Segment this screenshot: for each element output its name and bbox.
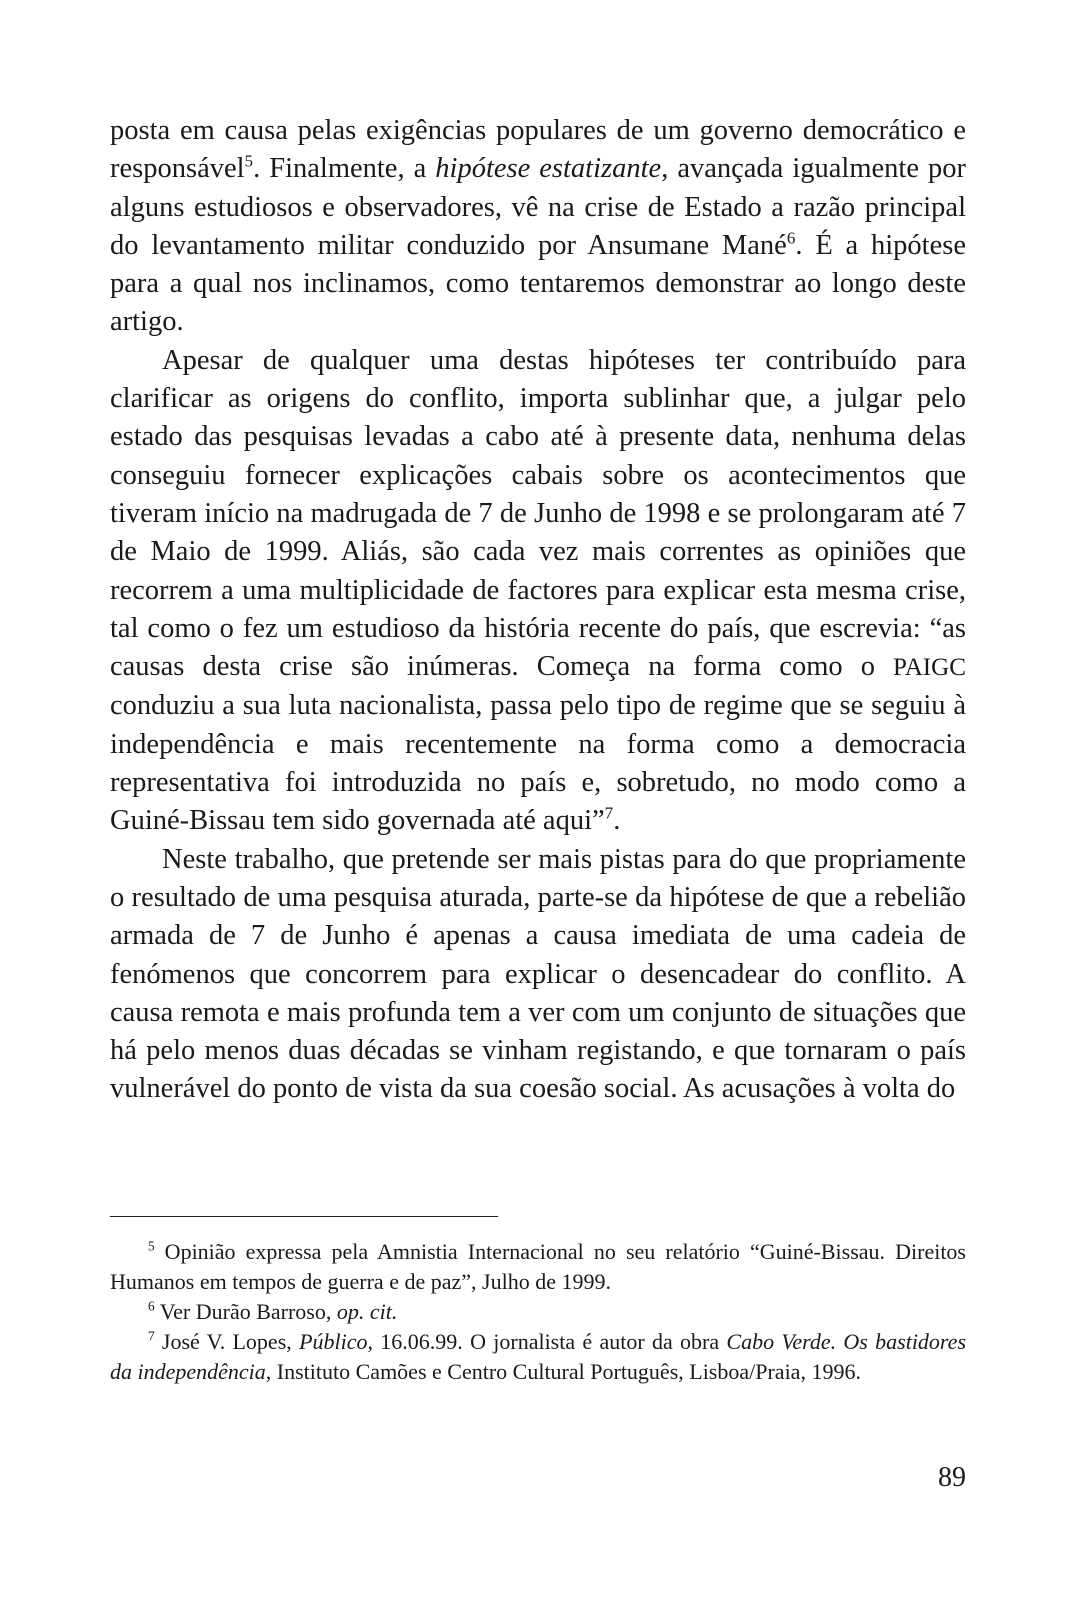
paragraph-2-text-3: . xyxy=(613,805,621,837)
footnote-text: Opinião expressa pela Amnistia Internacional no seu relatório “Guiné-Bissau. Direitos Humanos em tempos de guerra e de paz”, Julho de 1999. xyxy=(110,1239,966,1294)
footnote-text: Ver Durão Barroso, xyxy=(154,1299,337,1324)
paragraph-1-emphasis: hipótese estatizante xyxy=(435,153,662,185)
paragraph-2-text-2: conduziu a sua luta nacionalista, passa pelo tipo de regime que se seguiu à independência e mais recentemente na forma como a democracia representativa foi introduzida no país e, sobretudo, no modo como a Guiné-Bissau tem sido governada até aqui” xyxy=(110,690,966,837)
footnote-ref-5: 5 xyxy=(244,151,254,171)
footnote-number: 5 xyxy=(148,1238,155,1254)
footnote-text: , Instituto Camões e Centro Cultural Português, Lisboa/Praia, 1996. xyxy=(265,1359,861,1384)
paragraph-2-acronym: PAIGC xyxy=(893,654,966,682)
footnote-ref-7: 7 xyxy=(604,803,614,823)
paragraph-2 xyxy=(110,342,966,841)
page-number: 89 xyxy=(938,1462,966,1493)
paragraph-1-text-2: . Finalmente, a xyxy=(253,153,436,185)
footnote-number: 6 xyxy=(148,1298,155,1314)
paragraph-2-text-1: Apesar de qualquer uma destas hipóteses ter contribuído para clarificar as origens do conflito, importa sublinhar que, a julgar pelo estado das pesquisas levadas a cabo até à presente data, nenhuma delas conseguiu fornecer explicações cabais sobre os acontecimentos que tiveram início na madrugada de 7 de Junho de 1998 e se prolongaram até 7 de Maio de 1999. Aliás, são cada vez mais correntes as opiniões que recorrem a uma multiplicidade de factores para explicar esta mesma crise, tal como o fez um estudioso da história recente do país, que escrevia: “as causas desta crise são inúmeras. Começa na forma como o xyxy=(110,344,966,683)
footnote-emphasis: Público xyxy=(299,1329,368,1354)
footnote-emphasis: Cabo Verde. Os bastidores da independência xyxy=(110,1329,967,1384)
body-text xyxy=(110,112,966,1109)
footnote-emphasis: op. cit. xyxy=(336,1299,398,1324)
footnote-divider xyxy=(110,1216,498,1217)
footnote-text: , 16.06.99. O jornalista é autor da obra xyxy=(367,1329,727,1354)
footnote-6 xyxy=(110,1297,966,1327)
paragraph-3 xyxy=(110,841,966,1109)
paragraph-1-text-1: posta em causa pelas exigências populares de um governo democrático e responsável xyxy=(110,115,966,185)
footnote-ref-6: 6 xyxy=(786,228,796,248)
footnote-7 xyxy=(110,1327,966,1387)
footnote-5 xyxy=(110,1237,966,1297)
footnote-text: José V. Lopes, xyxy=(154,1329,300,1354)
footnote-number: 7 xyxy=(148,1328,155,1344)
paragraph-1-text-3: , avançada igualmente por alguns estudiosos e observadores, vê na crise de Estado a razão principal do levantamento militar conduzido por Ansumane Mané xyxy=(110,153,966,261)
paragraph-1 xyxy=(110,112,966,342)
paragraph-3-text-1: Neste trabalho, que pretende ser mais pistas para do que propriamente o resultado de uma pesquisa aturada, parte-se da hipótese de que a rebelião armada de 7 de Junho é apenas a causa imediata de uma cadeia de fenómenos que concorrem para explicar o desencadear do conflito. A causa remota e mais profunda tem a ver com um conjunto de situações que há pelo menos duas décadas se vinham registando, e que tornaram o país vulnerável do ponto de vista da sua coesão social. As acusações à volta do xyxy=(110,843,966,1105)
paragraph-1-text-4: . É a hipótese para a qual nos inclinamos, como tentaremos demonstrar ao longo deste artigo. xyxy=(110,229,966,338)
footnotes xyxy=(110,1216,966,1387)
